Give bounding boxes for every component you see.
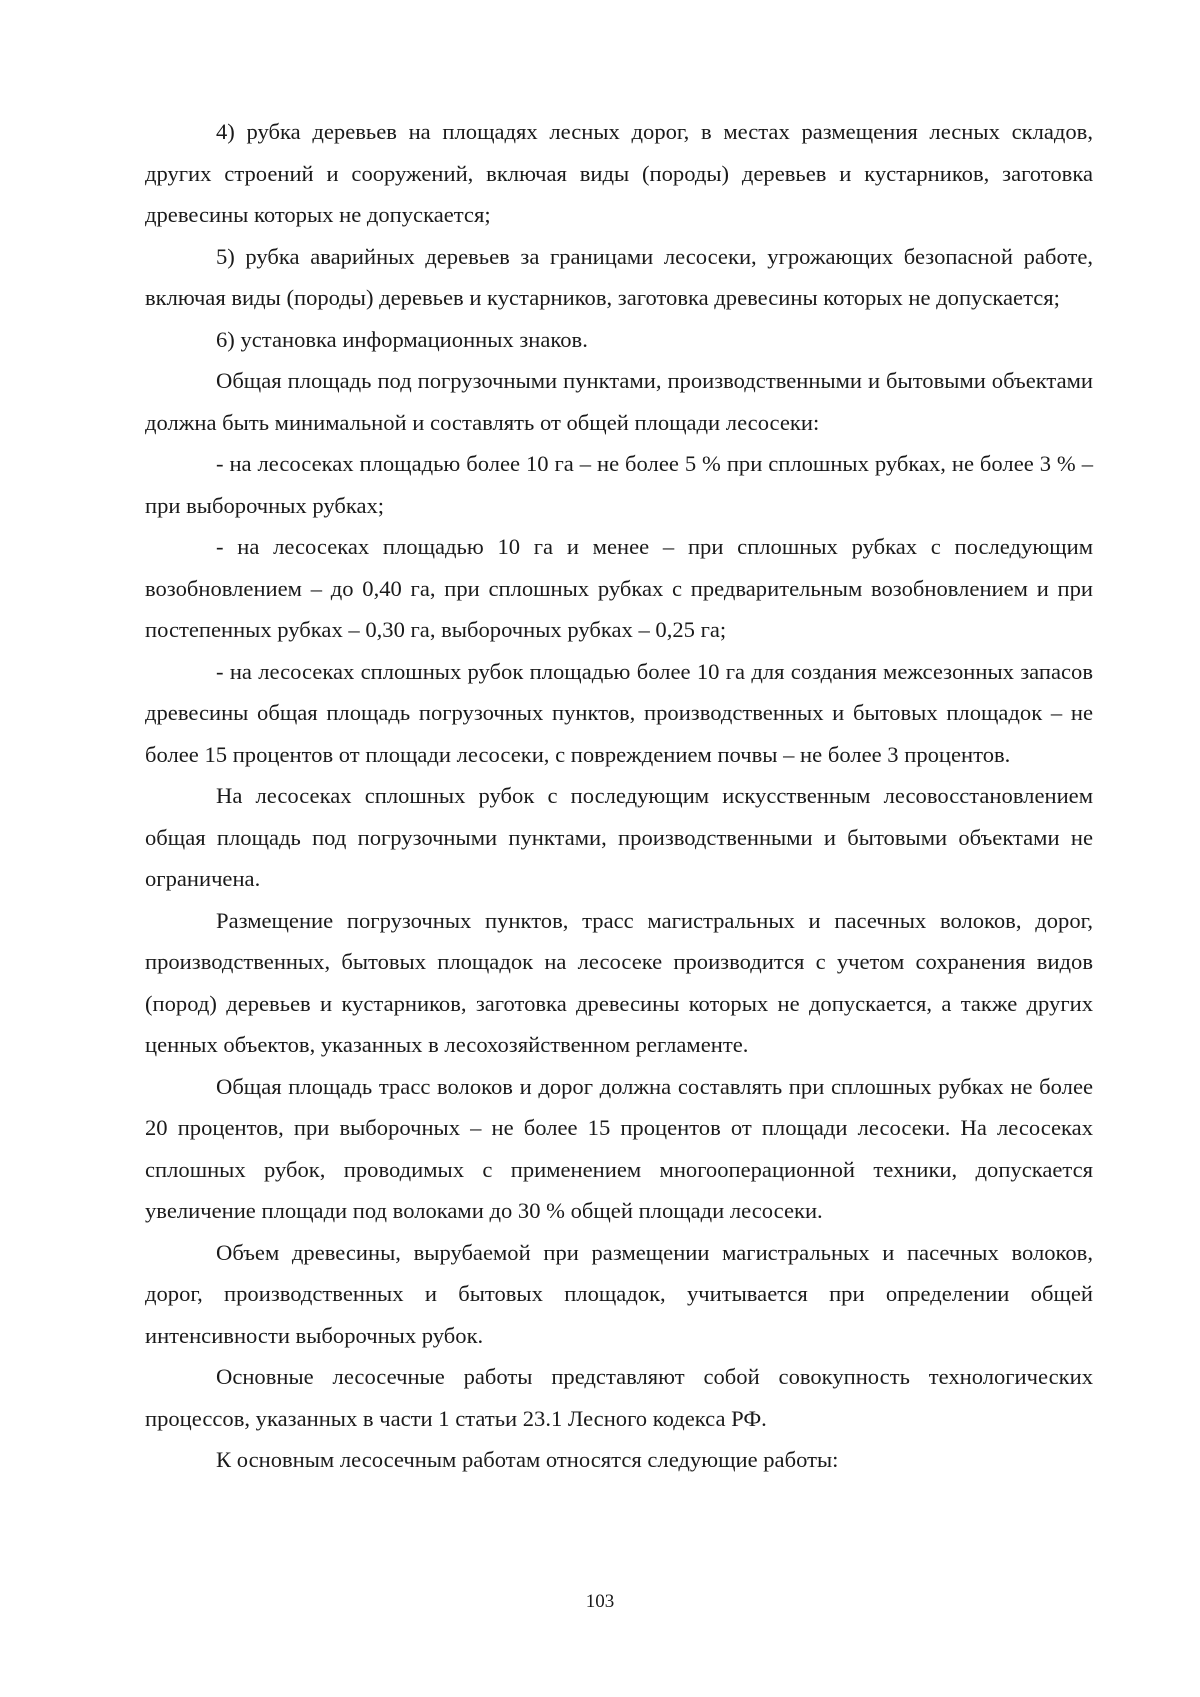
paragraph-wood-volume: Объем древесины, вырубаемой при размещении магистральных и пасечных волоков, дорог, производственных и бытовых площадок, учитывается при определении общей интенсивности выборочных рубок. xyxy=(145,1239,1093,1348)
paragraph-main-works-list-intro: К основным лесосечным работам относятся следующие работы: xyxy=(216,1447,839,1472)
paragraph-bullet-seasonal-stock: - на лесосеках сплошных рубок площадью более 10 га для создания межсезонных запасов древесины общая площадь погрузочных пунктов, производственных и бытовых площадок – не более 15 процентов от площади лесосеки, с повреждением почвы – не более 3 процентов. xyxy=(145,658,1093,767)
paragraph-artificial-regeneration: На лесосеках сплошных рубок с последующим искусственным лесовосстановлением общая площадь под погрузочными пунктами, производственными и бытовыми объектами не ограничена. xyxy=(145,783,1093,891)
paragraph-total-area: Общая площадь под погрузочными пунктами, производственными и бытовыми объектами должна быть минимальной и составлять от общей площади лесосеки: xyxy=(145,368,1093,435)
paragraph-item-4-road-felling: 4) рубка деревьев на площадях лесных дорог, в местах размещения лесных складов, других строений и сооружений, включая виды (породы) деревьев и кустарников, заготовка древесины которых не допускается; xyxy=(145,119,1093,227)
paragraph-bullet-10ha-or-less: - на лесосеках площадью 10 га и менее – при сплошных рубках с последующим возобновлением – до 0,40 га, при сплошных рубках с предварительным возобновлением и при постепенных рубках – 0,30 га, выборочных рубках – 0,25 га; xyxy=(145,534,1093,642)
paragraph-main-works: Основные лесосечные работы представляют собой совокупность технологических процессов, указанных в части 1 статьи 23.1 Лесного кодекса РФ. xyxy=(145,1364,1093,1431)
page-number: 103 xyxy=(585,1591,615,1612)
paragraph-bullet-over-10ha: - на лесосеках площадью более 10 га – не более 5 % при сплошных рубках, не более 3 % – при выборочных рубках; xyxy=(145,451,1093,518)
body-text xyxy=(145,111,1093,1481)
paragraph-placement: Размещение погрузочных пунктов, трасс магистральных и пасечных волоков, дорог, производственных, бытовых площадок на лесосеке производится с учетом сохранения видов (пород) деревьев и кустарников, заготовка древесины которых не допускается, а также других ценных объектов, указанных в лесохозяйственном регламенте. xyxy=(145,907,1093,1057)
paragraph-item-6-signs: 6) установка информационных знаков. xyxy=(216,326,588,352)
paragraph-item-5-hazard-trees: 5) рубка аварийных деревьев за границами лесосеки, угрожающих безопасной работе, включая виды (породы) деревьев и кустарников, заготовка древесины которых не допускается; xyxy=(145,243,1093,310)
paragraph-skid-trails-area: Общая площадь трасс волоков и дорог должна составлять при сплошных рубках не более 20 процентов, при выборочных – не более 15 процентов от площади лесосеки. На лесосеках сплошных рубок, проводимых с применением многооперационной техники, допускается увеличение площади под волоками до 30 % общей площади лесосеки. xyxy=(145,1073,1093,1223)
